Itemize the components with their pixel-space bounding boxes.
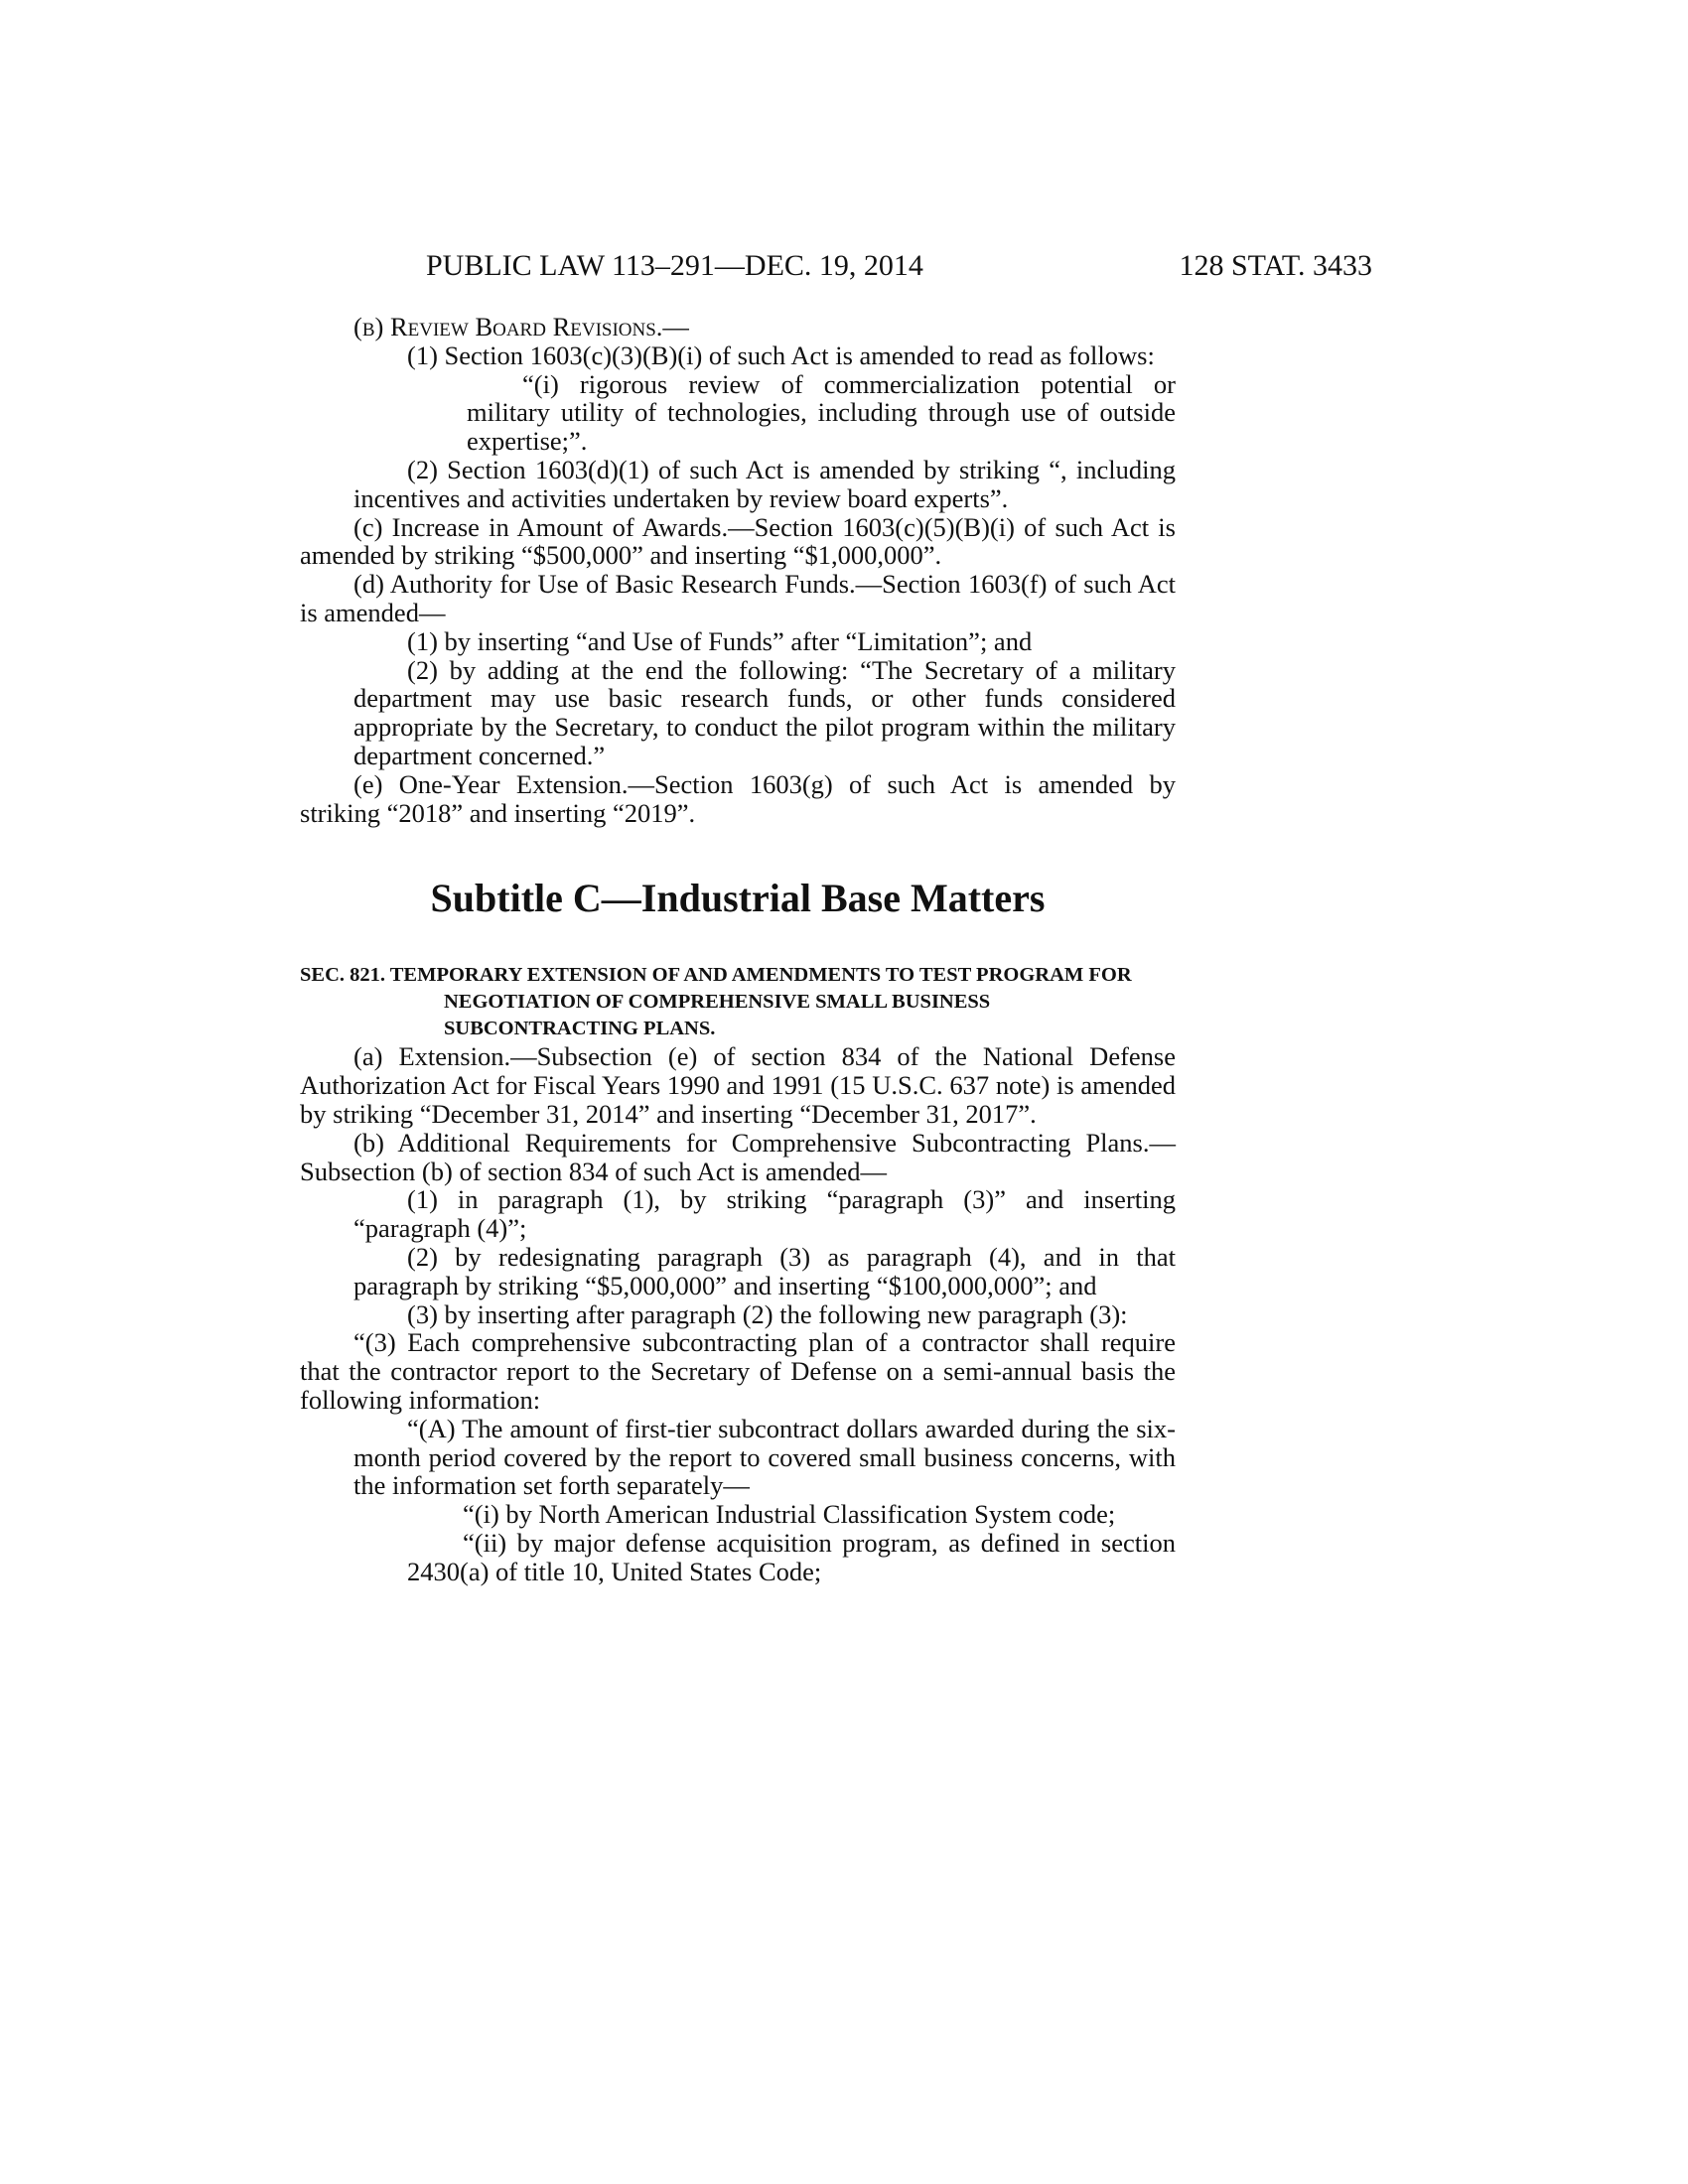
quoted-clause: “(ii) by major defense acquisition program, as defined in section 2430(a) of title 10, United States Code; (407, 1527, 1176, 1586)
subtitle-heading: Subtitle C—Industrial Base Matters (430, 876, 1046, 921)
paragraph: (2) by adding at the end the following: “The Secretary of a military department may use basic research funds, or other funds considered appropriate by the Secretary, to conduct the pilot program within the military department concerned.” (353, 654, 1176, 770)
paragraph-increase-awards: (c) Increase in Amount of Awards.—Section 1603(c)(5)(B)(i) of such Act is amended by striking “$500,000” and inserting “$1,000,000”. (300, 511, 1176, 571)
quoted-paragraph: “(3) Each comprehensive subcontracting plan of a contractor shall require that the contractor report to the Secretary of Defense on a semi-annual basis the following information: (300, 1327, 1176, 1415)
paragraph-extension: (a) Extension.—Subsection (e) of section 834 of the National Defense Authorization Act for Fiscal Years 1990 and 1991 (15 U.S.C. 637 note) is amended by striking “December 31, 2014” and inserting “December 31, 2017”. (300, 1041, 1176, 1129)
quoted-clause: “(i) by North American Industrial Classification System code; (463, 1499, 1116, 1530)
paragraph: (2) by redesignating paragraph (3) as paragraph (4), and in that paragraph by striking “$5,000,000” and inserting “$100,000,000”; and (353, 1241, 1176, 1300)
header-title: PUBLIC LAW 113–291—DEC. 19, 2014 (426, 249, 923, 282)
paragraph: (1) by inserting “and Use of Funds” after “Limitation”; and (407, 625, 1033, 656)
quoted-paragraph: “(A) The amount of first-tier subcontract dollars awarded during the six-month period covered by the report to covered small business concerns, with the information set forth separately— (353, 1413, 1176, 1501)
section-heading: SEC. 821. TEMPORARY EXTENSION OF AND AMENDMENTS TO TEST PROGRAM FOR NEGOTIATION OF COMPREHENSIVE SMALL BUSINESS SUBCONTRACTING PLANS. (300, 964, 1132, 1040)
paragraph-review-board: (b) Review Board Revisions.— (353, 312, 689, 341)
document-body (300, 313, 1176, 1585)
running-header (300, 246, 1372, 286)
header-page-number: 128 STAT. 3433 (1179, 249, 1372, 282)
paragraph-one-year-extension: (e) One-Year Extension.—Section 1603(g) of such Act is amended by striking “2018” and inserting “2019”. (300, 768, 1176, 828)
paragraph-basic-research: (d) Authority for Use of Basic Research Funds.—Section 1603(f) of such Act is amended— (300, 569, 1176, 627)
paragraph: (2) Section 1603(d)(1) of such Act is amended by striking “, including incentives and activities undertaken by review board experts”. (353, 454, 1176, 513)
paragraph: (1) Section 1603(c)(3)(B)(i) of such Act is amended to read as follows: (407, 340, 1155, 370)
paragraph: (1) in paragraph (1), by striking “paragraph (3)” and inserting “paragraph (4)”; (353, 1184, 1176, 1244)
quoted-paragraph: “(i) rigorous review of commercialization potential or military utility of technologies, including through use of outside expertise;”. (467, 368, 1176, 457)
paragraph: (3) by inserting after paragraph (2) the following new paragraph (3): (407, 1298, 1128, 1329)
paragraph-additional-requirements: (b) Additional Requirements for Comprehensive Subcontracting Plans.—Subsection (b) of section 834 of such Act is amended— (300, 1127, 1176, 1186)
